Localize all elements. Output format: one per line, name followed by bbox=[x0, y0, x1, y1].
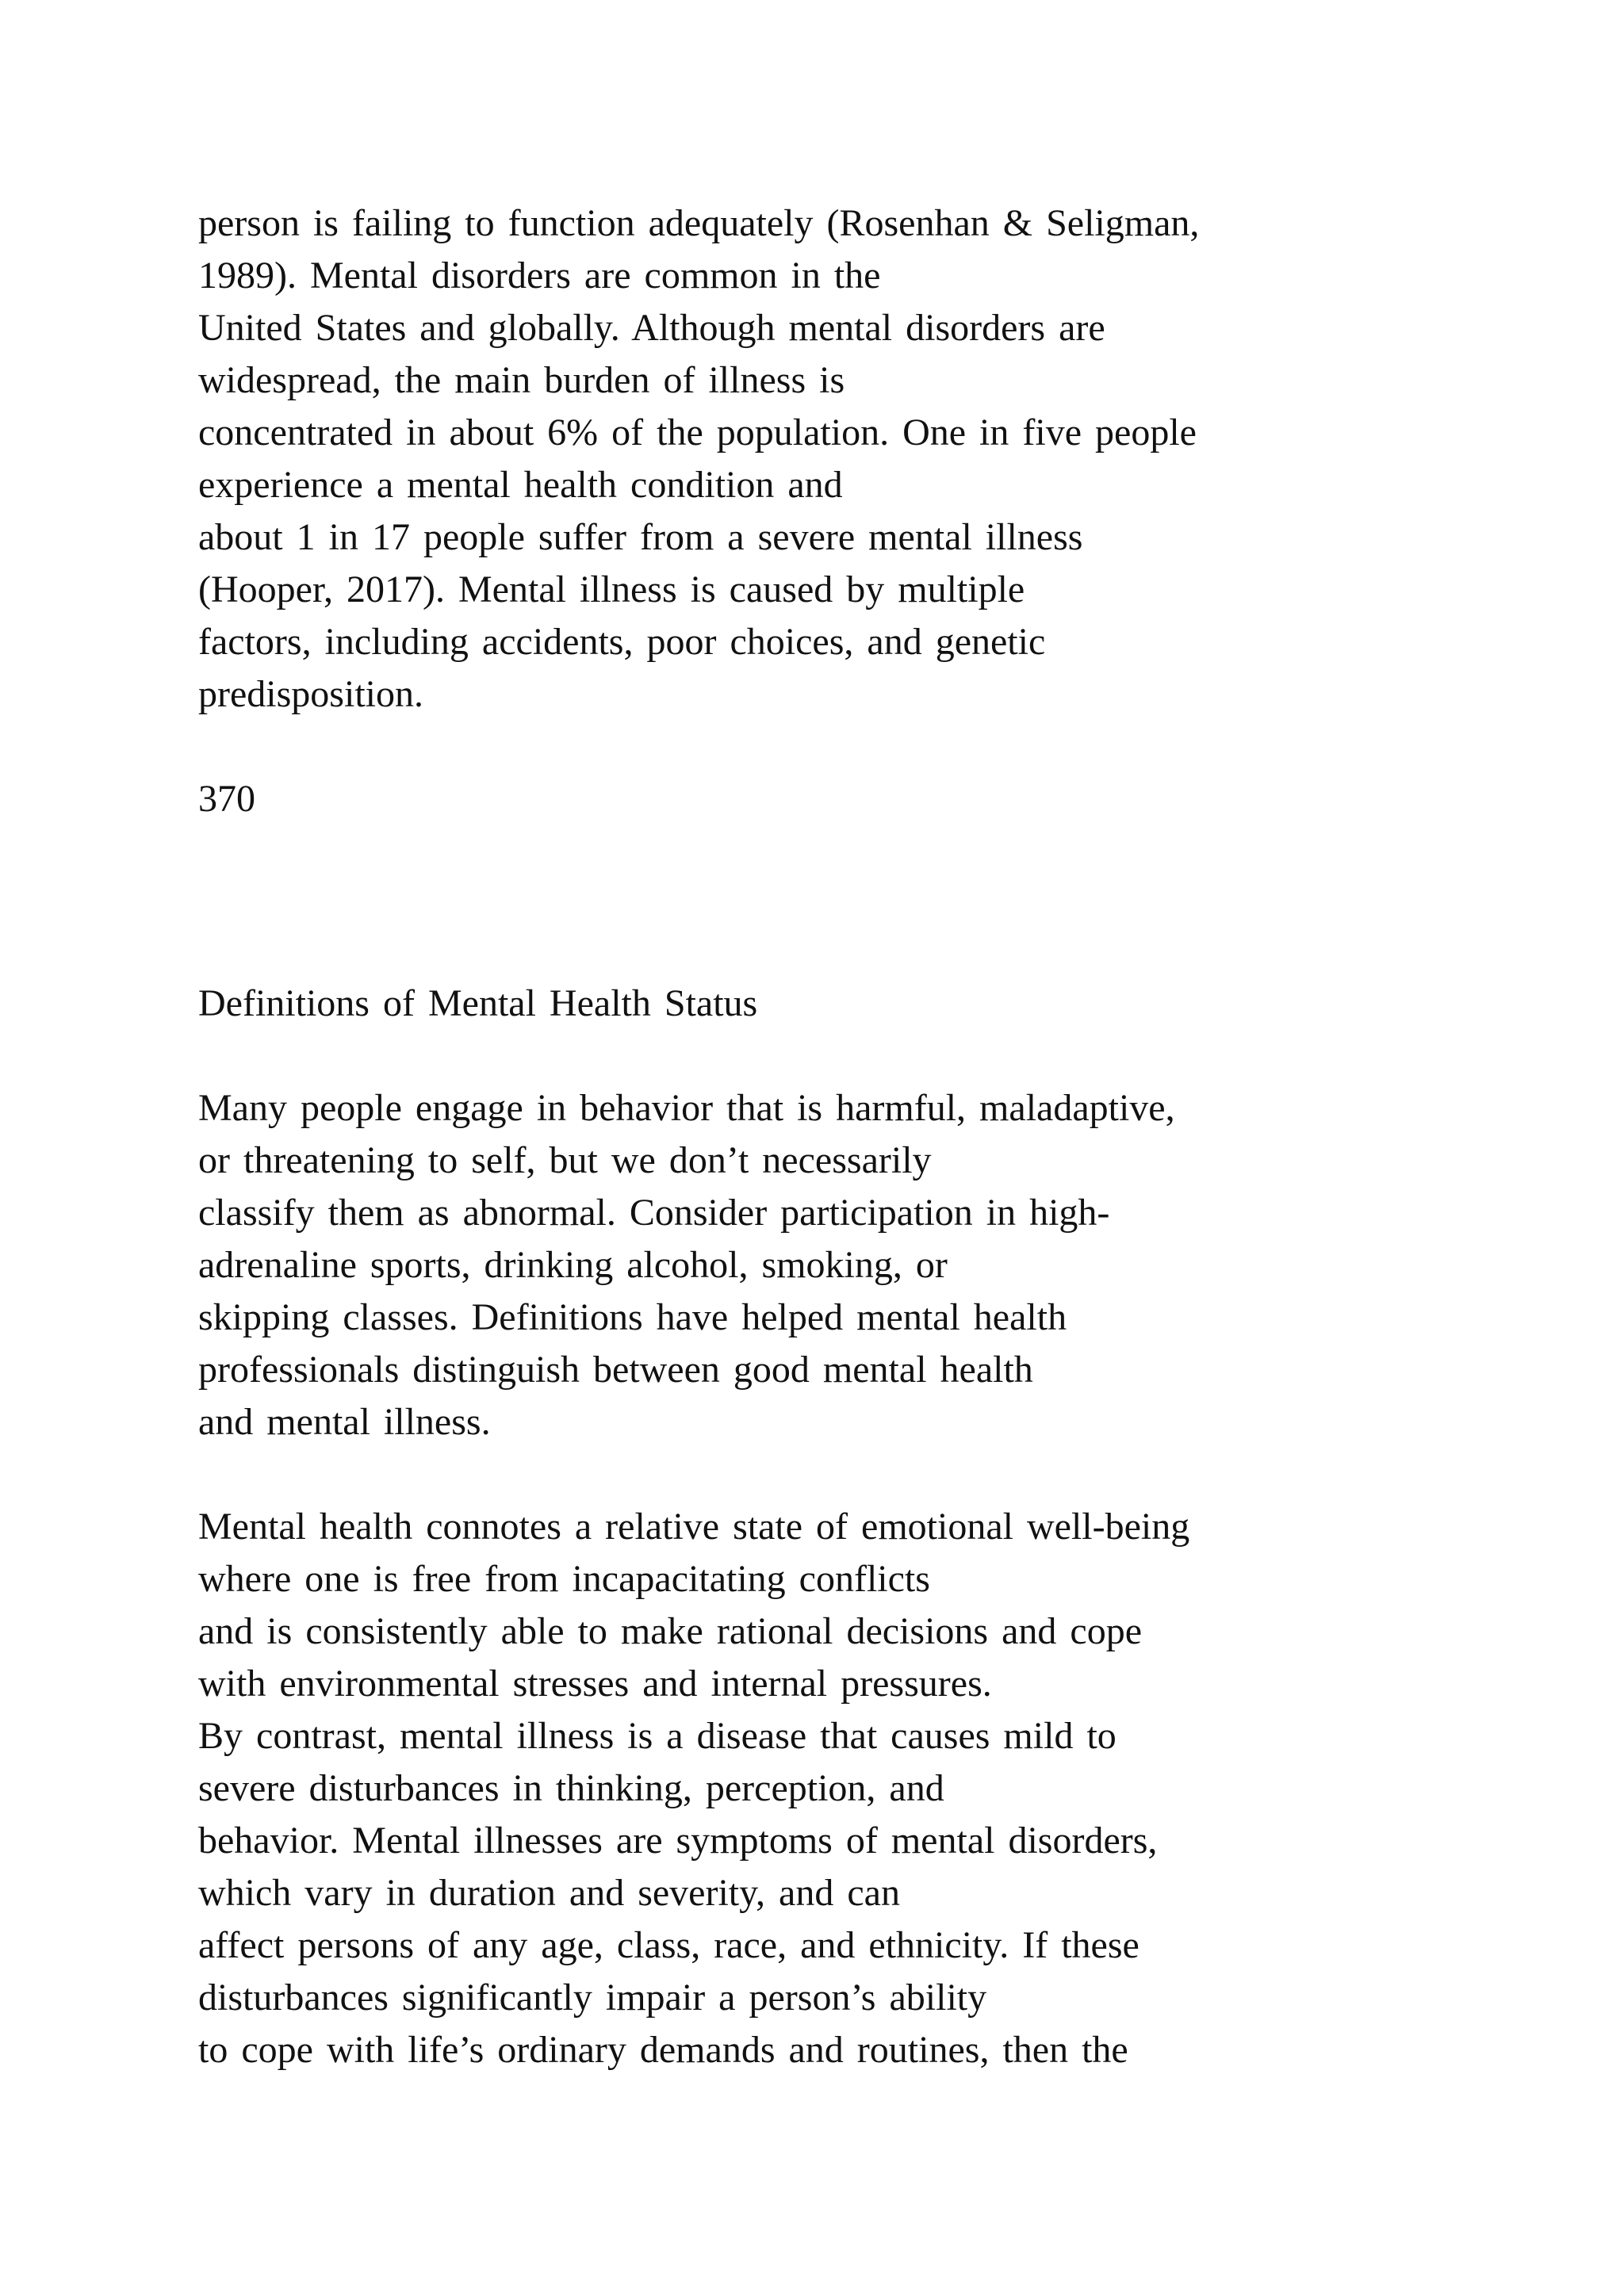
text-line: By contrast, mental illness is a disease that causes mild to bbox=[198, 1715, 1116, 1757]
text-line: skipping classes. Definitions have helped mental health bbox=[198, 1296, 1067, 1338]
text-line: severe disturbances in thinking, perception, and bbox=[198, 1767, 944, 1809]
text-line: professionals distinguish between good mental health bbox=[198, 1349, 1033, 1391]
page-number: 370 bbox=[198, 778, 255, 820]
text-line: and is consistently able to make rational decisions and cope bbox=[198, 1610, 1143, 1652]
text-line: Many people engage in behavior that is harmful, maladaptive, bbox=[198, 1087, 1175, 1129]
text-line: experience a mental health condition and bbox=[198, 464, 843, 506]
text-line: person is failing to function adequately (Rosenhan & Seligman, bbox=[198, 202, 1200, 244]
text-line: United States and globally. Although mental disorders are bbox=[198, 307, 1105, 349]
section-heading: Definitions of Mental Health Status bbox=[198, 982, 758, 1024]
text-line: disturbances significantly impair a person’s ability bbox=[198, 1976, 987, 2019]
text-line: about 1 in 17 people suffer from a severe mental illness bbox=[198, 516, 1083, 558]
text-line: to cope with life’s ordinary demands and routines, then the bbox=[198, 2029, 1128, 2071]
text-line: behavior. Mental illnesses are symptoms of mental disorders, bbox=[198, 1820, 1158, 1862]
text-line: where one is free from incapacitating conflicts bbox=[198, 1558, 930, 1600]
text-line: which vary in duration and severity, and can bbox=[198, 1872, 900, 1914]
text-line: Mental health connotes a relative state of emotional well-being bbox=[198, 1506, 1190, 1548]
text-line: widespread, the main burden of illness is bbox=[198, 359, 845, 401]
text-line: (Hooper, 2017). Mental illness is caused by multiple bbox=[198, 568, 1025, 610]
text-line: adrenaline sports, drinking alcohol, smoking, or bbox=[198, 1244, 948, 1286]
text-line: 1989). Mental disorders are common in the bbox=[198, 254, 881, 297]
text-line: classify them as abnormal. Consider participation in high- bbox=[198, 1192, 1110, 1234]
text-line: with environmental stresses and internal pressures. bbox=[198, 1663, 992, 1705]
text-line: concentrated in about 6% of the population. One in five people bbox=[198, 411, 1197, 453]
text-line: and mental illness. bbox=[198, 1401, 491, 1443]
text-line: affect persons of any age, class, race, and ethnicity. If these bbox=[198, 1924, 1139, 1966]
text-line: or threatening to self, but we don’t necessarily bbox=[198, 1139, 932, 1181]
text-line: predisposition. bbox=[198, 673, 423, 715]
text-line: factors, including accidents, poor choices, and genetic bbox=[198, 621, 1046, 663]
